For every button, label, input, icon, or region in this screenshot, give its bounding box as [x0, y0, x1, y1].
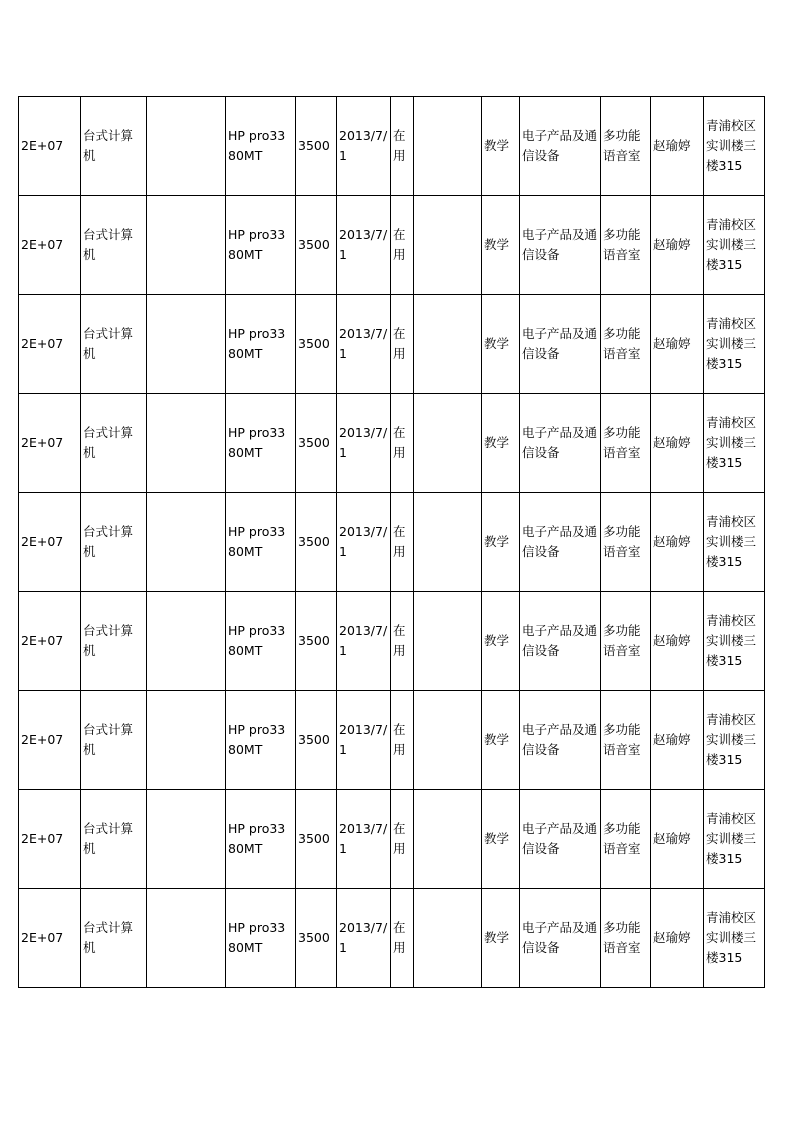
- blank-cell: [414, 295, 482, 394]
- blank-cell: [414, 889, 482, 988]
- asset-name-cell: 台式计算机: [81, 889, 147, 988]
- category-cell: 电子产品及通信设备: [520, 394, 601, 493]
- asset-name-cell: 台式计算机: [81, 394, 147, 493]
- model-cell: HP pro3380MT: [226, 493, 296, 592]
- model-cell: HP pro3380MT: [226, 196, 296, 295]
- category-cell: 电子产品及通信设备: [520, 493, 601, 592]
- person-cell: 赵瑜婷: [651, 691, 704, 790]
- price-cell: 3500: [296, 493, 337, 592]
- asset-name-cell: 台式计算机: [81, 295, 147, 394]
- asset-name-cell: 台式计算机: [81, 97, 147, 196]
- asset-id-cell: 2E+07: [19, 691, 81, 790]
- table-row: [19, 97, 765, 196]
- asset-id-cell: 2E+07: [19, 295, 81, 394]
- asset-id-cell: 2E+07: [19, 790, 81, 889]
- asset-table: [18, 96, 765, 988]
- price-cell: 3500: [296, 295, 337, 394]
- location-cell: 青浦校区实训楼三楼315: [704, 592, 765, 691]
- blank-cell: [147, 394, 226, 493]
- person-cell: 赵瑜婷: [651, 889, 704, 988]
- price-cell: 3500: [296, 196, 337, 295]
- blank-cell: [147, 790, 226, 889]
- blank-cell: [414, 97, 482, 196]
- person-cell: 赵瑜婷: [651, 592, 704, 691]
- room-cell: 多功能语音室: [601, 592, 651, 691]
- category-cell: 电子产品及通信设备: [520, 97, 601, 196]
- table-row: [19, 394, 765, 493]
- use-cell: 教学: [482, 592, 520, 691]
- table-row: [19, 196, 765, 295]
- asset-name-cell: 台式计算机: [81, 196, 147, 295]
- model-cell: HP pro3380MT: [226, 889, 296, 988]
- blank-cell: [147, 691, 226, 790]
- location-cell: 青浦校区实训楼三楼315: [704, 790, 765, 889]
- blank-cell: [414, 394, 482, 493]
- blank-cell: [147, 592, 226, 691]
- date-cell: 2013/7/1: [337, 97, 391, 196]
- room-cell: 多功能语音室: [601, 97, 651, 196]
- status-cell: 在用: [391, 196, 414, 295]
- blank-cell: [147, 493, 226, 592]
- blank-cell: [147, 97, 226, 196]
- status-cell: 在用: [391, 295, 414, 394]
- location-cell: 青浦校区实训楼三楼315: [704, 691, 765, 790]
- asset-id-cell: 2E+07: [19, 394, 81, 493]
- table-row: [19, 691, 765, 790]
- blank-cell: [414, 493, 482, 592]
- date-cell: 2013/7/1: [337, 592, 391, 691]
- asset-id-cell: 2E+07: [19, 592, 81, 691]
- status-cell: 在用: [391, 394, 414, 493]
- date-cell: 2013/7/1: [337, 394, 391, 493]
- blank-cell: [147, 295, 226, 394]
- use-cell: 教学: [482, 295, 520, 394]
- status-cell: 在用: [391, 790, 414, 889]
- room-cell: 多功能语音室: [601, 394, 651, 493]
- category-cell: 电子产品及通信设备: [520, 196, 601, 295]
- asset-id-cell: 2E+07: [19, 97, 81, 196]
- use-cell: 教学: [482, 196, 520, 295]
- price-cell: 3500: [296, 691, 337, 790]
- asset-name-cell: 台式计算机: [81, 493, 147, 592]
- use-cell: 教学: [482, 97, 520, 196]
- blank-cell: [414, 790, 482, 889]
- status-cell: 在用: [391, 592, 414, 691]
- price-cell: 3500: [296, 889, 337, 988]
- blank-cell: [147, 196, 226, 295]
- date-cell: 2013/7/1: [337, 295, 391, 394]
- asset-id-cell: 2E+07: [19, 196, 81, 295]
- room-cell: 多功能语音室: [601, 790, 651, 889]
- location-cell: 青浦校区实训楼三楼315: [704, 196, 765, 295]
- blank-cell: [147, 889, 226, 988]
- blank-cell: [414, 196, 482, 295]
- location-cell: 青浦校区实训楼三楼315: [704, 493, 765, 592]
- date-cell: 2013/7/1: [337, 196, 391, 295]
- date-cell: 2013/7/1: [337, 691, 391, 790]
- model-cell: HP pro3380MT: [226, 394, 296, 493]
- model-cell: HP pro3380MT: [226, 97, 296, 196]
- model-cell: HP pro3380MT: [226, 295, 296, 394]
- category-cell: 电子产品及通信设备: [520, 790, 601, 889]
- status-cell: 在用: [391, 493, 414, 592]
- use-cell: 教学: [482, 790, 520, 889]
- location-cell: 青浦校区实训楼三楼315: [704, 394, 765, 493]
- category-cell: 电子产品及通信设备: [520, 295, 601, 394]
- date-cell: 2013/7/1: [337, 889, 391, 988]
- price-cell: 3500: [296, 592, 337, 691]
- location-cell: 青浦校区实训楼三楼315: [704, 295, 765, 394]
- table-row: [19, 790, 765, 889]
- room-cell: 多功能语音室: [601, 691, 651, 790]
- person-cell: 赵瑜婷: [651, 790, 704, 889]
- location-cell: 青浦校区实训楼三楼315: [704, 97, 765, 196]
- person-cell: 赵瑜婷: [651, 493, 704, 592]
- use-cell: 教学: [482, 394, 520, 493]
- category-cell: 电子产品及通信设备: [520, 592, 601, 691]
- location-cell: 青浦校区实训楼三楼315: [704, 889, 765, 988]
- person-cell: 赵瑜婷: [651, 97, 704, 196]
- room-cell: 多功能语音室: [601, 493, 651, 592]
- category-cell: 电子产品及通信设备: [520, 691, 601, 790]
- price-cell: 3500: [296, 790, 337, 889]
- status-cell: 在用: [391, 97, 414, 196]
- model-cell: HP pro3380MT: [226, 592, 296, 691]
- table-row: [19, 493, 765, 592]
- person-cell: 赵瑜婷: [651, 295, 704, 394]
- use-cell: 教学: [482, 493, 520, 592]
- status-cell: 在用: [391, 691, 414, 790]
- status-cell: 在用: [391, 889, 414, 988]
- person-cell: 赵瑜婷: [651, 196, 704, 295]
- person-cell: 赵瑜婷: [651, 394, 704, 493]
- use-cell: 教学: [482, 889, 520, 988]
- asset-id-cell: 2E+07: [19, 889, 81, 988]
- price-cell: 3500: [296, 97, 337, 196]
- model-cell: HP pro3380MT: [226, 790, 296, 889]
- date-cell: 2013/7/1: [337, 790, 391, 889]
- room-cell: 多功能语音室: [601, 295, 651, 394]
- model-cell: HP pro3380MT: [226, 691, 296, 790]
- table-row: [19, 592, 765, 691]
- table-body: [19, 97, 765, 988]
- blank-cell: [414, 592, 482, 691]
- table-row: [19, 295, 765, 394]
- room-cell: 多功能语音室: [601, 889, 651, 988]
- table-row: [19, 889, 765, 988]
- price-cell: 3500: [296, 394, 337, 493]
- room-cell: 多功能语音室: [601, 196, 651, 295]
- category-cell: 电子产品及通信设备: [520, 889, 601, 988]
- use-cell: 教学: [482, 691, 520, 790]
- blank-cell: [414, 691, 482, 790]
- asset-id-cell: 2E+07: [19, 493, 81, 592]
- date-cell: 2013/7/1: [337, 493, 391, 592]
- asset-name-cell: 台式计算机: [81, 691, 147, 790]
- asset-name-cell: 台式计算机: [81, 592, 147, 691]
- asset-name-cell: 台式计算机: [81, 790, 147, 889]
